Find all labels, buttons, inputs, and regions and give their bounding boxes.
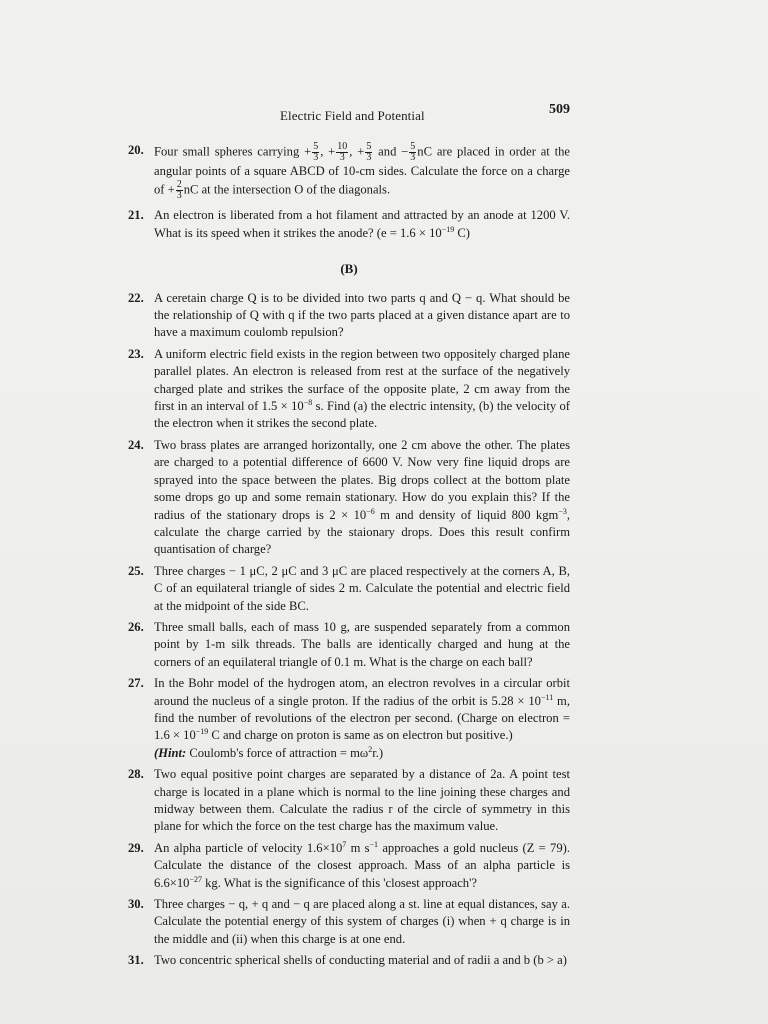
question-number: 25. [128, 563, 144, 578]
text-run: An electron is liberated from a hot filament and attracted by an anode at 1200 V. What is its speed when it strikes the anode? (e = 1.6 × 10 [154, 208, 570, 240]
exponent: −11 [540, 692, 554, 702]
question-number: 23. [128, 346, 144, 361]
exponent: −6 [366, 506, 375, 516]
question-number: 26. [128, 619, 144, 634]
question-number: 24. [128, 437, 144, 452]
question-list [128, 142, 570, 974]
question-text [154, 346, 570, 433]
question-25 [128, 563, 570, 615]
text-run: An alpha particle of velocity 1.6×10 [154, 840, 343, 855]
text-run: , + [320, 144, 336, 159]
question-text [154, 840, 570, 892]
fraction: $\frac{5}{3}$ [313, 141, 319, 163]
question-text: Two equal positive point charges are separated by a distance of 2a. A point test charge is located in a plane which is normal to the line joining these charges and midway between them. Calculate the radius r of the circle of symmetry in this plane for which the force on the test charge has the maximum value. [154, 767, 570, 834]
question-number: 20. [128, 143, 144, 157]
question-text: Three charges − 1 μC, 2 μC and 3 μC are placed respectively at the corners A, B, C of an equilateral triangle of sides 2 m. Calculate the potential and electric field at the midpoint of the side BC. [154, 563, 570, 613]
question-text [154, 207, 570, 242]
question-29 [128, 840, 570, 892]
text-run: m and density of liquid 800 kgm [374, 507, 559, 522]
exponent: 2 [368, 744, 373, 754]
question-number: 30. [128, 897, 144, 912]
question-text [154, 142, 570, 201]
exponent: −3 [558, 506, 567, 516]
hint-label: (Hint: [154, 745, 187, 760]
question-number: 29. [128, 840, 144, 855]
question-21 [128, 207, 570, 242]
hint-text: r.) [372, 745, 384, 760]
question-22 [128, 290, 570, 342]
question-number: 31. [128, 953, 144, 968]
text-run: C and charge on proton is same as on electron but positive.) [208, 728, 513, 743]
exponent: −27 [189, 874, 202, 884]
hint-text: Coulomb's force of attraction = mω [186, 745, 369, 760]
question-number: 22. [128, 290, 144, 305]
question-number: 27. [128, 676, 144, 691]
text-run: nC are placed in order at the angular points of a square ABCD of 10-cm sides. Calculate the force on a charge of + [154, 144, 570, 197]
fraction: $\frac{10}{3}$ [337, 141, 348, 163]
question-23 [128, 346, 570, 433]
text-run: s. Find (a) the electric intensity, (b) the velocity of the electron when it strikes the second plate. [154, 399, 570, 431]
question-28 [128, 766, 570, 836]
question-20 [128, 142, 570, 201]
text-run: C) [454, 225, 470, 240]
question-30 [128, 896, 570, 948]
question-24 [128, 437, 570, 559]
exponent: −19 [441, 224, 455, 234]
exponent: −19 [195, 727, 209, 737]
text-run: , calculate the charge carried by the staionary drops. Does this result confirm quantisation of charge? [154, 507, 570, 557]
text-run: A uniform electric field exists in the region between two oppositely charged plane parallel plates. An electron is released from rest at the surface of the negatively charged plate and strikes the surface of the opposite plate, 2 cm away from the first in an interval of 1.5 × 10 [154, 346, 570, 414]
text-run: approaches a gold nucleus (Z = 79). Calculate the distance of the closest approach. Mass of an alpha particle is 6.6×10 [154, 840, 570, 890]
fraction: $\frac{5}{3}$ [366, 141, 372, 163]
question-31 [128, 952, 570, 969]
question-text: Three small balls, each of mass 10 g, are suspended separately from a common point by 1-m silk threads. The balls are identically charged and hung at the corners of an equilateral triangle of 0.1 m. What is the charge on each ball? [154, 619, 570, 669]
text-run: m s [346, 840, 370, 855]
question-text: Three charges − q, + q and − q are placed along a st. line at equal distances, say a. Calculate the potential energy of this system of charges (i) when + q charge is in the middle and (ii) when this charge is at one end. [154, 897, 570, 946]
text-run: Two brass plates are arranged horizontally, one 2 cm above the other. The plates are charged to a potential difference of 6600 V. Now very fine liquid drops are sprayed into the space between the plates. Big drops collect at the bottom plate some drops go up and some remain stationary. How do you explain this? If the radius of the stationary drops is 2 × 10 [154, 437, 570, 522]
question-text: Two concentric spherical shells of conducting material and of radii a and b (b > a) [154, 953, 567, 968]
question-number: 28. [128, 767, 144, 782]
text-run: m, find the number of revolutions of the electron per second. (Charge on electron = 1.6 × 10 [154, 693, 570, 743]
text-run: and − [373, 144, 409, 159]
section-heading: (B) [340, 261, 358, 277]
exponent: 7 [342, 839, 347, 849]
fraction: $\frac{5}{3}$ [410, 141, 416, 163]
exponent: −1 [369, 839, 379, 849]
text-run: nC at the intersection O of the diagonals. [183, 182, 391, 197]
text-run: Four small spheres carrying + [154, 144, 312, 159]
text-run: , + [349, 144, 365, 159]
question-text [154, 437, 570, 559]
question-27 [128, 675, 570, 762]
text-run: In the Bohr model of the hydrogen atom, an electron revolves in a circular orbit around the nucleus of a single proton. If the radius of the orbit is 5.28 × 10 [154, 676, 570, 708]
question-number: 21. [128, 208, 144, 223]
question-text: A ceretain charge Q is to be divided into two parts q and Q − q. What should be the relationship of Q with q if the two parts placed at a given distance apart are to have a maximum coulomb repulsion? [154, 290, 570, 340]
exponent: −8 [303, 397, 313, 407]
fraction: $\frac{2}{3}$ [176, 179, 182, 202]
question-text [154, 675, 570, 762]
page-number: 509 [549, 102, 570, 117]
running-header: Electric Field and Potential [280, 108, 425, 123]
text-run: kg. What is the significance of this 'closest approach'? [201, 875, 477, 890]
question-26 [128, 619, 570, 671]
